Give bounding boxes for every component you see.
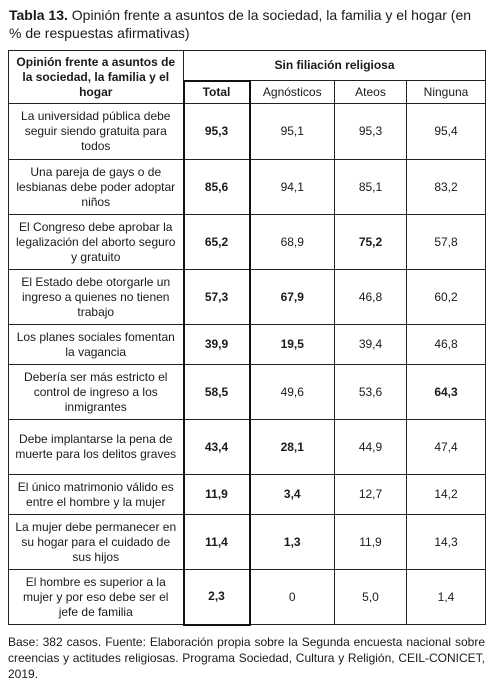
cell-ateos: 46,8 [335,270,407,325]
cell-total: 85,6 [184,160,250,215]
table-row [9,365,486,420]
cell-agnosticos: 94,1 [250,160,335,215]
cell-agnosticos: 68,9 [250,215,335,270]
cell-agnosticos: 0 [250,570,335,625]
cell-total: 43,4 [184,420,250,475]
cell-total: 95,3 [184,104,250,160]
header-opinion: Opinión frente a asuntos de la sociedad, la familia y el hogar [9,51,184,104]
opinion-table [8,50,486,626]
row-label: Debe implantarse la pena de muerte para los delitos graves [9,420,184,475]
cell-agnosticos: 95,1 [250,104,335,160]
row-label: La universidad pública debe seguir siendo gratuita para todos [9,104,184,160]
cell-agnosticos: 3,4 [250,475,335,515]
cell-ateos: 75,2 [335,215,407,270]
table-number: Tabla 13. [9,7,68,23]
table-title [9,6,485,42]
cell-total: 11,4 [184,515,250,570]
cell-total: 58,5 [184,365,250,420]
cell-ateos: 5,0 [335,570,407,625]
row-label: El hombre es superior a la mujer y por eso debe ser el jefe de familia [9,570,184,625]
table-row [9,475,486,515]
column-header-ateos: Ateos [335,81,407,104]
table-row [9,215,486,270]
cell-ateos: 95,3 [335,104,407,160]
cell-agnosticos: 49,6 [250,365,335,420]
cell-ateos: 44,9 [335,420,407,475]
cell-total: 57,3 [184,270,250,325]
row-label: Los planes sociales fomentan la vagancia [9,325,184,365]
cell-total: 11,9 [184,475,250,515]
cell-ninguna: 57,8 [407,215,486,270]
row-label: El único matrimonio válido es entre el hombre y la mujer [9,475,184,515]
cell-ninguna: 14,2 [407,475,486,515]
cell-ninguna: 83,2 [407,160,486,215]
column-header-agnosticos: Agnósticos [250,81,335,104]
table-body [9,104,486,625]
cell-ateos: 85,1 [335,160,407,215]
cell-ateos: 39,4 [335,325,407,365]
cell-ninguna: 1,4 [407,570,486,625]
footnote: Base: 382 casos. Fuente: Elaboración propia sobre la Segunda encuesta nacional sobre creencias y actitudes religiosas. Programa Sociedad, Cultura y Religión, CEIL-CONICET, 2019. [8,635,485,681]
cell-ninguna: 60,2 [407,270,486,325]
cell-ninguna: 46,8 [407,325,486,365]
cell-total: 2,3 [184,570,250,625]
cell-ninguna: 47,4 [407,420,486,475]
row-label: El Congreso debe aprobar la legalización del aborto seguro y gratuito [9,215,184,270]
cell-agnosticos: 19,5 [250,325,335,365]
column-header-ninguna: Ninguna [407,81,486,104]
row-label: Una pareja de gays o de lesbianas debe poder adoptar niños [9,160,184,215]
table-row [9,420,486,475]
table-row [9,515,486,570]
row-label: Debería ser más estricto el control de ingreso a los inmigrantes [9,365,184,420]
cell-agnosticos: 1,3 [250,515,335,570]
table-row [9,270,486,325]
table-row [9,104,486,160]
cell-agnosticos: 67,9 [250,270,335,325]
cell-ninguna: 14,3 [407,515,486,570]
row-label: El Estado debe otorgarle un ingreso a quienes no tienen trabajo [9,270,184,325]
cell-ateos: 12,7 [335,475,407,515]
cell-total: 39,9 [184,325,250,365]
header-group: Sin filiación religiosa [184,51,486,81]
cell-ateos: 53,6 [335,365,407,420]
row-label: La mujer debe permanecer en su hogar para el cuidado de sus hijos [9,515,184,570]
table-row [9,325,486,365]
table-caption: Opinión frente a asuntos de la sociedad, la familia y el hogar (en % de respuestas afirmativas) [9,7,472,41]
table-row [9,570,486,625]
column-header-total: Total [184,81,250,104]
cell-ninguna: 95,4 [407,104,486,160]
cell-ateos: 11,9 [335,515,407,570]
table-row [9,160,486,215]
cell-total: 65,2 [184,215,250,270]
cell-agnosticos: 28,1 [250,420,335,475]
cell-ninguna: 64,3 [407,365,486,420]
